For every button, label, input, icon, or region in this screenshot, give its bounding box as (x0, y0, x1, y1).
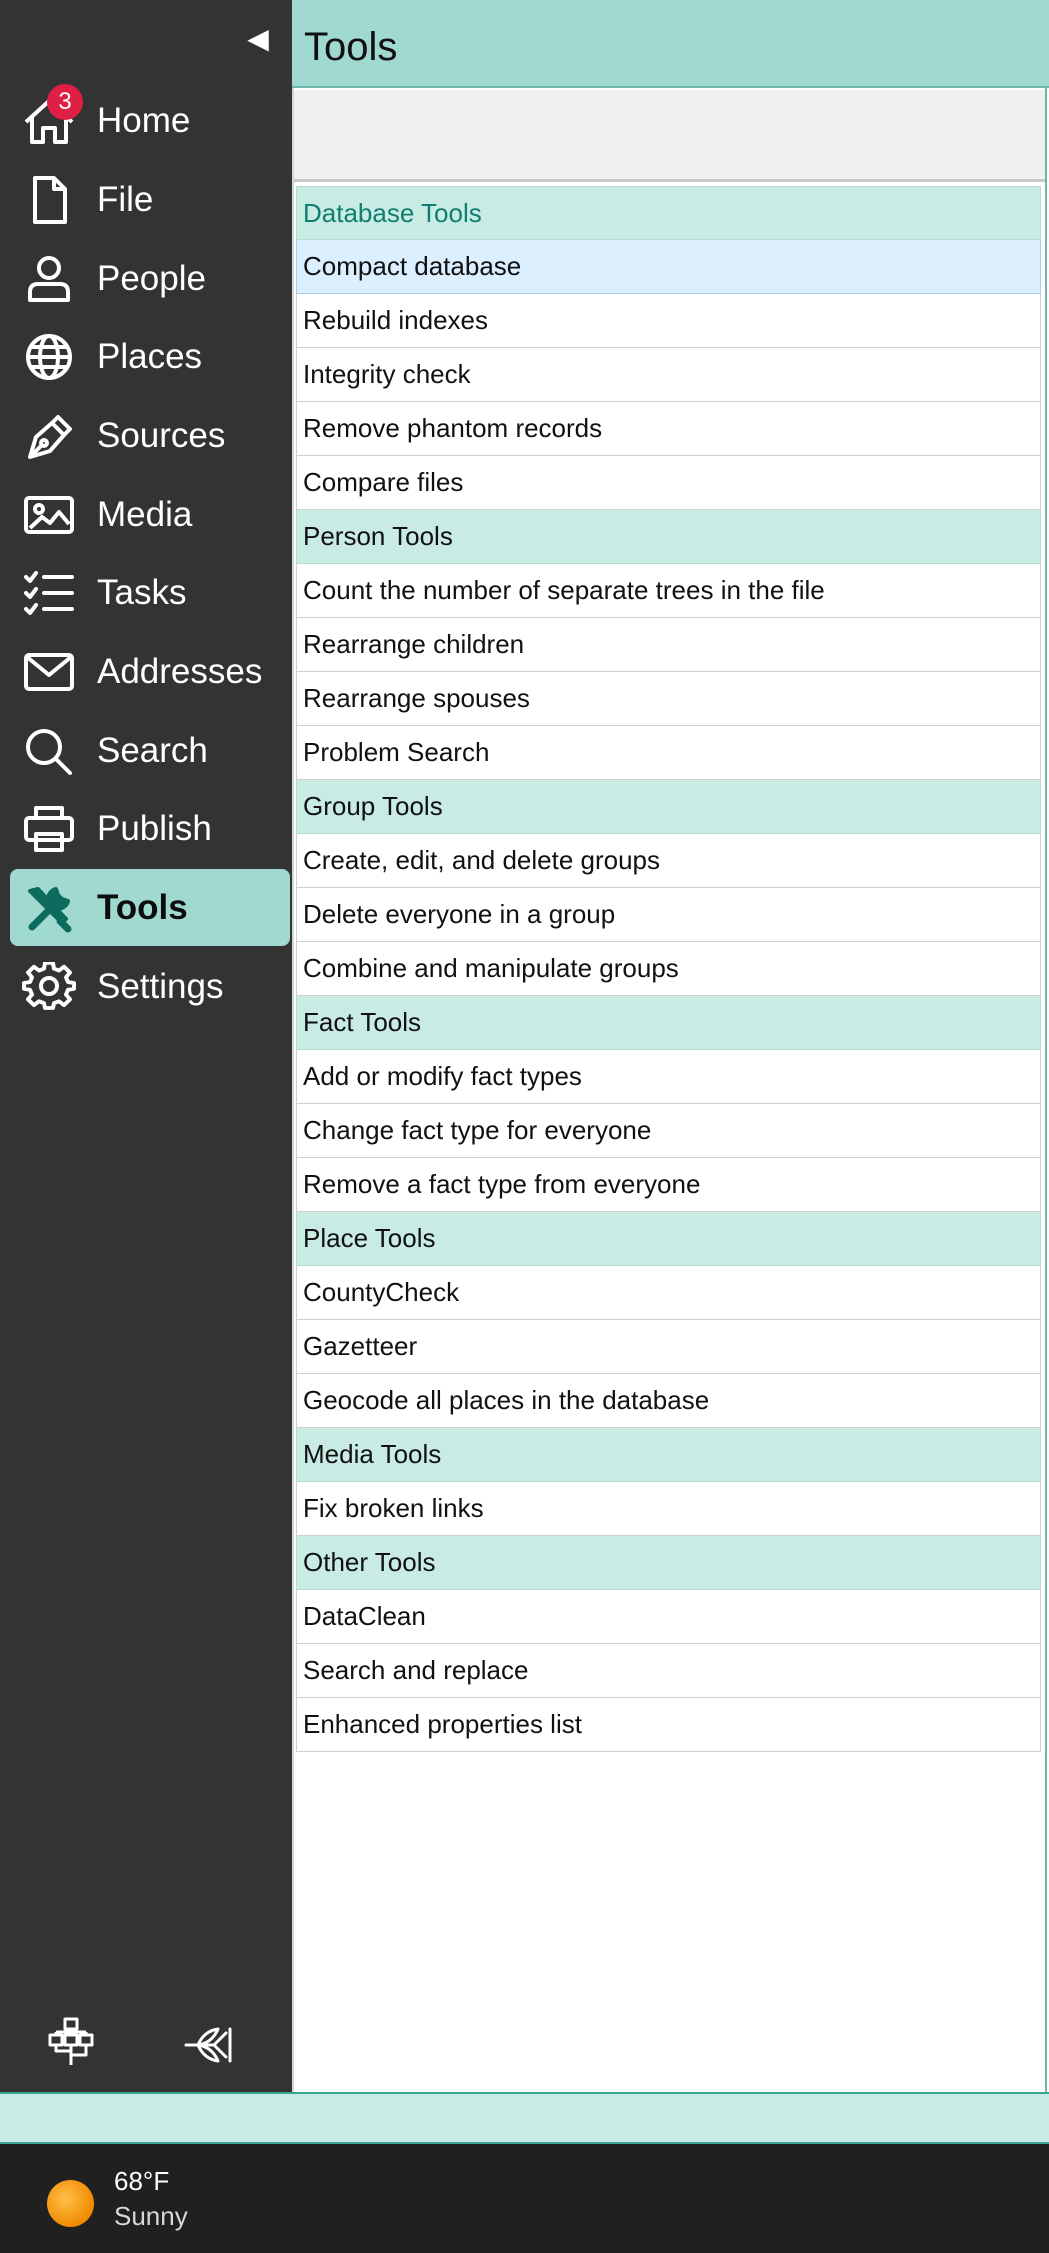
tree-icon[interactable] (44, 2015, 98, 2069)
sidebar-item-label: People (97, 259, 206, 298)
search-icon (22, 726, 76, 776)
sidebar-item-label: Home (97, 101, 191, 140)
sidebar-item-label: Sources (97, 416, 226, 455)
tools-panel (292, 88, 1047, 2092)
tool-item-delete-group-members[interactable]: Delete everyone in a group (296, 888, 1041, 942)
tasks-icon (22, 568, 76, 618)
sidebar (0, 0, 292, 2092)
triangle-left-icon[interactable]: ◀ (247, 23, 269, 54)
sidebar-item-places[interactable] (10, 318, 290, 395)
tool-item-compare-files[interactable]: Compare files (296, 456, 1041, 510)
sidebar-item-label: Tools (97, 888, 188, 927)
image-icon (22, 490, 76, 540)
sidebar-item-label: Search (97, 731, 208, 770)
pen-icon (22, 411, 76, 461)
tool-item-enhanced-properties-list[interactable]: Enhanced properties list (296, 1698, 1041, 1752)
tool-item-modify-fact-types[interactable]: Add or modify fact types (296, 1050, 1041, 1104)
sidebar-item-search[interactable] (10, 712, 290, 789)
section-header-media-tools: Media Tools (296, 1428, 1041, 1482)
tool-item-search-and-replace[interactable]: Search and replace (296, 1644, 1041, 1698)
globe-icon (22, 332, 76, 382)
sidebar-item-tasks[interactable] (10, 554, 290, 631)
tool-item-remove-phantom-records[interactable]: Remove phantom records (296, 402, 1041, 456)
sidebar-item-addresses[interactable] (10, 633, 290, 710)
gear-icon (22, 962, 76, 1012)
status-bar (0, 2092, 1049, 2144)
section-header-person-tools: Person Tools (296, 510, 1041, 564)
sidebar-item-tools[interactable] (10, 869, 290, 946)
sidebar-item-label: Addresses (97, 652, 263, 691)
section-header-group-tools: Group Tools (296, 780, 1041, 834)
sidebar-item-label: Publish (97, 809, 212, 848)
sidebar-item-people[interactable] (10, 240, 290, 317)
tool-list (296, 186, 1041, 1752)
tool-item-rearrange-children[interactable]: Rearrange children (296, 618, 1041, 672)
sidebar-item-label: Media (97, 495, 193, 534)
file-icon (22, 175, 76, 225)
tool-item-compact-database[interactable]: Compact database (296, 240, 1041, 294)
person-icon (22, 254, 76, 304)
tool-item-change-fact-type[interactable]: Change fact type for everyone (296, 1104, 1041, 1158)
sidebar-item-file[interactable] (10, 161, 290, 238)
printer-icon (22, 804, 76, 854)
tools-icon (22, 883, 76, 933)
sidebar-item-label: Places (97, 337, 203, 376)
sidebar-item-label: Settings (97, 967, 224, 1006)
sidebar-item-sources[interactable] (10, 397, 290, 474)
tool-item-edit-groups[interactable]: Create, edit, and delete groups (296, 834, 1041, 888)
tool-item-problem-search[interactable]: Problem Search (296, 726, 1041, 780)
section-header-other-tools: Other Tools (296, 1536, 1041, 1590)
tool-item-dataclean[interactable]: DataClean (296, 1590, 1041, 1644)
tool-item-count-trees[interactable]: Count the number of separate trees in the file (296, 564, 1041, 618)
tool-item-gazetteer[interactable]: Gazetteer (296, 1320, 1041, 1374)
tool-item-countycheck[interactable]: CountyCheck (296, 1266, 1041, 1320)
tool-item-rearrange-spouses[interactable]: Rearrange spouses (296, 672, 1041, 726)
section-header-fact-tools: Fact Tools (296, 996, 1041, 1050)
envelope-icon (22, 647, 76, 697)
taskbar (0, 2144, 1049, 2253)
sidebar-item-settings[interactable] (10, 948, 290, 1025)
sun-icon[interactable] (47, 2180, 94, 2227)
sidebar-item-publish[interactable] (10, 790, 290, 867)
sidebar-item-label: File (97, 180, 154, 219)
sidebar-item-media[interactable] (10, 476, 290, 553)
tool-item-fix-broken-links[interactable]: Fix broken links (296, 1482, 1041, 1536)
section-header-database-tools: Database Tools (296, 186, 1041, 240)
weather-condition[interactable]: Sunny (114, 2201, 188, 2231)
section-header-place-tools: Place Tools (296, 1212, 1041, 1266)
toolbar-area (294, 90, 1045, 182)
tool-item-combine-groups[interactable]: Combine and manipulate groups (296, 942, 1041, 996)
page-title: Tools (304, 25, 398, 69)
tool-item-integrity-check[interactable]: Integrity check (296, 348, 1041, 402)
weather-temperature[interactable]: 68°F (114, 2166, 170, 2196)
ancestry-sprout-icon[interactable] (182, 2015, 236, 2069)
sidebar-item-label: Tasks (97, 573, 187, 612)
notification-badge: 3 (47, 84, 83, 120)
tool-item-remove-fact-type[interactable]: Remove a fact type from everyone (296, 1158, 1041, 1212)
tool-item-geocode-places[interactable]: Geocode all places in the database (296, 1374, 1041, 1428)
tool-item-rebuild-indexes[interactable]: Rebuild indexes (296, 294, 1041, 348)
page-header (292, 0, 1049, 88)
